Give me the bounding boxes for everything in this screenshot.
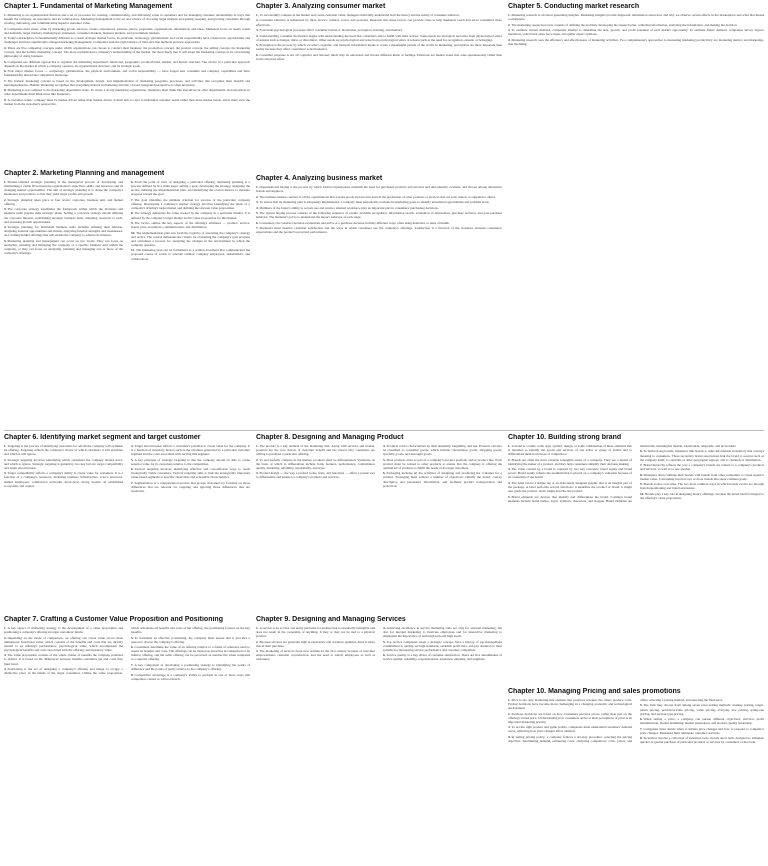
chapter-9-list xyxy=(256,626,502,663)
list-item: 9.Brands evolve over time. The two most common ways in which brands evolve are through brand repositioning and brand extensions. xyxy=(640,482,764,491)
list-item: 4.Achieving excellence in service marketing calls not only for external marketing, but also for internal marketing to motivate employees and for interactive marketing to emphasize the importance of both high tech and high touch. xyxy=(383,626,502,639)
chapter-4-title: Chapter 4. Analyzing business market xyxy=(256,175,383,182)
list-item: 3.Four main psychological processes affect consumer behavior: motivation, perception, learning, and memory. xyxy=(256,28,403,33)
list-item: 7.Marketers must monitor customer satisfaction and the ways in which customers use the company's offerings. Satisfaction is a function of the closeness between consumers' expectations and the product's perceived performance. xyxy=(256,226,502,235)
list-item: 1.A brand is a name, term, sign, symbol, design, or some combination of these elements that is intended to identify the goods and services of one seller or group of sellers and to differentiate them from those of competitors. xyxy=(508,444,632,457)
chapter-1-section xyxy=(4,3,250,168)
list-item: 2.The business market consists of all the organizations that acquire goods and services used in the production of other products or services that are sold, rented, or supplied to others. xyxy=(256,194,496,199)
chapter-9-section xyxy=(256,616,502,862)
list-item: 1.A service is an act that one entity performs for another that is essentially intangible and does not result in the ownership of anything. It may or may not be tied to a physical product. xyxy=(256,626,375,639)
list-item: 8.Marketers often combine their brands with brands from other companies to create superior market value. Cobranding involves two or more brands that share common goals. xyxy=(640,472,764,481)
list-item: 7.Segmentation is a categorization process that groups customers by focusing on those differences that are relevant for targeting and ignoring those differences that are irrelevant. xyxy=(131,480,250,494)
list-item: 7.Brand hierarchy reflects the way a company's brands are related to a company's products and services, as well as to one another. xyxy=(640,463,764,472)
list-item: 4.Products can be characterized by their durability, tangibility, and use. Products can also be classified as consumer goods, which include convenience goods, shopping goods, specialty goods, and unsought goods. xyxy=(383,444,502,457)
list-item: 6.Four major market forces — technology, globalization, the physical environment, and social responsibility — have forged new consumer and company capabilities and have fundamentally altered the competitive landscape. xyxy=(4,69,250,78)
chapter-4-list xyxy=(256,185,502,234)
chapter-7-title: Chapter 7. Crafting a Customer Value Proposition and Positioning xyxy=(4,616,223,623)
list-item: 7.The holistic marketing concept is based on the development, design, and implementation of marketing programs, processes, and activities that recognize their breadth and interdependencies. Holistic marketing recognizes that everything matters in marketing and that a broad, integrated perspective is often necessary. xyxy=(4,78,250,87)
chapter-6-section xyxy=(4,434,250,614)
list-item: 3.To ensure that its marketing plan is adequately implemented, a company must periodically evaluate its marketing goals to identify unrealized opportunities and problem areas. xyxy=(256,200,490,205)
list-item: 3.Target compatibility reflects a company's ability to create value for customers. It is a function of a company's resources, including business infrastructure, scarce resources, skilled employees, collaborator networks, know-how, strong brands, an established ecosystem, and capital. xyxy=(4,471,123,488)
list-item: 4.The label can be a simple tag or an elaborately designed graphic that is an integral part of the package. A label performs several functions: it identifies the product or brand, it might also grade the product, and it might describe the product. xyxy=(508,480,632,494)
list-item: 4.There are five competing concepts under which organizations can choose to conduct their business: the production concept, the product concept, the selling concept, the marketing concept, and the holistic marketing concept. The more sophisticated a company's understanding of the market, the more likely that it will adopt the marketing concept as its overarching philosophy of doing business. xyxy=(4,45,250,59)
list-item: 4.Members of the buyer's ability to recruit, use and retain a talented workforce play an important part in consumers' purchasing decisions. xyxy=(256,205,439,210)
chapter-6-title: Chapter 6. Identifying market segment and target customer xyxy=(4,434,201,441)
chapter-10-pricing-title: Chapter 10. Managing Pricing and sales promotions xyxy=(508,688,681,695)
chapter-3-section xyxy=(256,3,502,173)
list-item: 3.The value created by a brand is captured by two key concepts: brand equity and brand power. Brand equity reflects the premium that is placed on a company's valuation because of its ownership of the brand. xyxy=(508,467,632,480)
list-item: 7.Companies must decide when to initiate price changes and how to respond to competitor price changes. Marketers must anticipate customer reactions. xyxy=(640,726,764,735)
chapter-5-section xyxy=(508,3,764,425)
list-item: 1.Price is the only marketing-mix element that produces revenue; the others produce costs. Pricing decisions have become more challenging in a changing economic and technological environment. xyxy=(508,698,632,711)
chapter-1-list xyxy=(4,13,250,106)
list-item: 5.Companies use different approaches to organize the marketing department: functional, geographic, product/brand, market, and matrix structure. The choice of a particular approach depends on the market in which a company operates, its organizational structure, and its strategic goals. xyxy=(4,59,250,68)
list-item: 7.The goal identifies the ultimate criterion for success of the particular company offering. Developing a company's market strategy involves identifying the plans of a company's offering's target market and defining the relevant value proposition. xyxy=(131,197,250,210)
list-item: 3.To set the right product and game profits, companies must understand customers' demand curve, reflecting how price changes affect demand. xyxy=(508,725,632,734)
list-item: 1.To successfully compete in the market and create customer value, managers must fully understand both the theory and the reality of consumer behavior. xyxy=(256,13,460,17)
list-item: 2.Brands are often the most valuable intangible assets of a company. They are a means of identifying the maker of a product, and they help consumers simplify their decision making. xyxy=(508,457,632,466)
list-item: 2.Purchase decisions are based on how consumers perceive prices, rather than just on the offering's stated price. Understanding how consumers arrive at their perceptions of price is an important marketing priority. xyxy=(508,711,632,724)
chapter-1-title: Chapter 1. Fundamental of Marketing Management xyxy=(4,3,173,10)
list-item: 5.The firm may choose from among seven price-setting methods: markup pricing, target-return pricing, perceived-value pricing, value pricing, everyday low pricing, going-rate pricing, and auction-type pricing. xyxy=(640,703,764,716)
chapter-8-section xyxy=(256,434,502,614)
list-item: 7.A key component of developing a positioning strategy is identifying the points of difference and the points of parity relative to the company's offering. xyxy=(131,662,250,672)
list-item: 1.The product is a key element of the marketing mix. Along with services and brands, products are the core drivers of customer benefit and the reason why consumers are willing to purchase a particular offering. xyxy=(256,444,375,457)
section-divider xyxy=(4,430,764,431)
list-item: 5.Marketing planning and management can occur on two levels. They can focus on analyzing, planning and managing the company or a specific business unit within the company, or they can focus on analyzing, planning and managing one or more of the company's offerings. xyxy=(4,238,123,256)
chapter-10-brand-section xyxy=(508,434,764,686)
chapter-7-section xyxy=(4,616,250,862)
chapter-4-section xyxy=(256,175,502,425)
list-item: 1.Organizational buying is the process by which formal organizations establish the need for purchased products and services and then identify, evaluate, and choose among alternative brands and suppliers. xyxy=(256,185,502,194)
list-item: 6.Service quality is a key driver of customer satisfaction. There are five determinants of service quality: reliability, responsiveness, assurance, empathy, and tangibles. xyxy=(383,653,502,662)
list-item: 6.To build strong brands, marketers link brands to other information in memory that conveys meaning to consumers. These secondary brand associations link the brand to sources such as the company itself, to countries or other geographic regions, and to channels of distribution. xyxy=(640,449,764,462)
list-item: 3.The corporate strategy establishes the framework within which the divisions and business units prepare their strategic plans. Setting a corporate strategy entails defining the corporate mission, establishing strategic business units, assigning resources to each, and assessing growth opportunities. xyxy=(4,207,123,224)
chapter-2-list xyxy=(4,180,250,261)
list-item: 1.Market-oriented strategic planning is the managerial process of developing and maintaining a viable fit between the organization's objectives, skills, and resources and its changing market opportunities. The aim of strategic planning is to shape the company's businesses and products so that they yield target profits and growth. xyxy=(4,180,123,197)
list-item: 9.A customer-centric company must be market driven rather than market driven. It must aim to cater to individual customer needs rather than mass market needs, and it must view the market from the customer's perspective. xyxy=(4,97,250,106)
list-item: 5.Perception is the process by which we select, organize, and interpret information inputs to create a meaningful picture of the world. In marketing, perceptions are more important than reality because they affect consumers' actual behavior. xyxy=(256,43,502,52)
list-item: 5.To formulate an effective positioning, the company must ensure that it provides a reason to choose the company's offering. xyxy=(131,635,250,644)
list-item: 5.Top service companies adopt a strategic concept, have a history of top-management commitment to quality, set high standards, establish profit tiers, and pay attention to their systems for monitoring service performance and customer complaints. xyxy=(383,639,502,652)
list-item: 2.Companies must create value by marketing goods, services, events, experiences, persons, places, properties, organizations, information, and ideas. Marketers focus on needs, wants and demands, target markets, marketplaces, marketers, consumer markets, business markets, and government markets. xyxy=(4,26,250,35)
chapter-6-list xyxy=(4,444,250,493)
list-item: 4.In setting pricing policy, a company follows a six-step procedure: selecting the pricing objective, determining demand, estimating costs, analyzing competitors' costs, prices, and offers, selecting a pricing method, and selecting the final price. xyxy=(508,698,724,744)
chapter-3-title: Chapter 3. Analyzing consumer market xyxy=(256,3,386,10)
list-item: 8.The strategy delineates the value created by the company in a particular market. It is defined by the company's target market and its value proposition for this market. xyxy=(131,211,250,220)
list-item: 8.Marketing is not confined to the marketing department alone. To create a strong marketing organization, marketers must think like executives in other departments, and executives in other departments must think more like marketers. xyxy=(4,88,250,97)
list-item: 1.Marketing research is all about generating insights. Marketing insights provide diagnostic information about how and why we observe certain effects in the marketplace and what that means to marketers. xyxy=(508,13,764,22)
list-item: 8.Incentives involve a collection of incentive tools, mostly short term, designed to stimulate quicker or greater purchase of particular products or services by consumers or the trade. xyxy=(640,736,764,745)
chapter-10-pricing-list xyxy=(508,698,764,745)
list-item: 1.Targeting is the process of identifying customers for whom the company will optimize its offering. Targeting reflects the company's choice of which customers it will prioritize and which it will ignore. xyxy=(4,444,123,457)
list-item: 2.Consumer behavior is influenced by three factors: cultural, social, and personal. Research into these factors can provide clues to help marketers reach and serve consumers more effectively. xyxy=(256,18,502,27)
list-item: 10.Brands play a key role in designing luxury offerings, because the brand itself is integral to the offering's value proposition. xyxy=(640,491,764,500)
chapter-2-title: Chapter 2. Marketing Planning and management xyxy=(4,170,165,177)
list-item: 1.A key aspect of marketing strategy is the development of a value proposition and positioning a company's offering in target customers' minds. xyxy=(4,626,123,635)
list-item: 5.Brand elements are devices that identify and differentiate the brand. Common brand elements include brand names, logos, symbols, characters, and slogans. Brand elements are memorable, meaningful, likable, transferable, adaptable, and protectable. xyxy=(508,444,737,503)
list-item: 2.The marketing research process consists of defining the problem, developing the research plan, collecting information, analyzing the information, and making the decision. xyxy=(508,22,738,27)
chapter-5-list xyxy=(508,13,764,46)
list-item: 2.Because services are generally high in experience and credence qualities, there is more risk in their purchase. xyxy=(256,639,375,648)
list-item: 10.The implementation plan sets forth the logistics of executing the company's strategy and tactics. The control delineates the criteria for evaluating the company's goal progress and articulates a process for analyzing the changes in the environment in which the company operates. xyxy=(131,230,250,247)
list-item: 3.The marketing of services faces new realities in the 21st century because of customer empowerment, customer coproduction, and the need to satisfy employees as well as customers. xyxy=(256,649,375,662)
list-item: 3.The value proposition consists of the whole cluster of benefits the company promises to deliver. It is based on the differences between benefits customers get and costs they must incur. xyxy=(4,653,123,666)
list-item: 4.Marketing research uses the efficiency and effectiveness of marketing activities. Two complementary approaches to measuring marketing productivity are marketing metrics and marketing-mix modeling. xyxy=(508,37,764,46)
list-item: 3.To estimate current demand, companies attempt to determine the size, growth, and profit potential of each market opportunity. To estimate future demand, companies survey buyers' intentions, solicit their sales force input, and gather expert opinions. xyxy=(508,28,764,37)
list-item: 9.The tactics outline the key aspects of the offering's attributes — product, service, brand, price, incentives, communication, and distribution. xyxy=(131,221,250,230)
chapter-10-brand-list xyxy=(508,444,764,503)
list-item: 1.Marketing is an organizational function and a set of processes for creating, communicating, and delivering value to customers and for managing customer relationships in ways that benefit the company, its customers, and its collaborators. Marketing management is the art and science of choosing target markets and getting, keeping, and growing customers through creating, delivering, and communicating superior customer value. xyxy=(4,13,250,26)
chapter-2-section xyxy=(4,170,250,425)
list-item: 2.Strategic targeting involves identifying which customers the company should serve, and which to ignore. Strategic targeting is guided by two key factors: target compatibility and target attractiveness. xyxy=(4,457,123,470)
list-item: 6.Consumers determine the value of an offering relative to a frame of reference used to assess its benefits and costs. The offerings can be viewed as attractive in comparison to an inferior offering, and the same offering can be perceived as unattractive when compared to a superior offering. xyxy=(131,645,250,662)
list-item: 4.Understanding consumer motivation begins with understanding the need that consumers aim to fulfill with their actions. Some needs are biological and arise from physiological states of tension such as hunger, thirst, or discomfort. Other needs are psychological and arise from psychological states of tension such as the need for recognition, esteem, or belonging. xyxy=(256,33,502,42)
list-item: 5.Most products exist as part of a company's product portfolio and/or product line. Each product must be related to other products to ensure that the company is offering the optimal set of products to fulfill the needs of its target customers. xyxy=(383,457,502,470)
list-item: 2.To successfully compete in the market, products must be differentiated. Variations on the basis of which to differentiate include form, features, performance, conformance quality, durability, reliability, repairability, and style. xyxy=(256,457,375,470)
chapter-8-title: Chapter 8. Designing and Managing Product xyxy=(256,434,404,441)
list-item: 6.Tactical targeting involves identifying effective and cost-efficient ways to reach strategically viable customers. Tactical targeting aims to link the strategically important value-based segments to specific observable and actionable characteristics. xyxy=(131,467,250,480)
list-item: 2.Depending on the mode of comparison, an offering can create value across three dimensions: functional value, which consists of the benefits and costs that are directly related to an offering's performance; psychological value, which encompasses the psychological benefits and costs associated with the offering; and monetary value. xyxy=(4,635,123,652)
chapter-8-list xyxy=(256,444,502,488)
list-item: 11.The marketing plan can be formalized as a written document that communicates the proposed course of action to relevant entities: company employees, stakeholders, and collaborators. xyxy=(131,248,250,261)
list-item: 3.Today's marketplace is fundamentally different as a result of major market forces. In particular, technology, globalization, and social responsibility have created new opportunities and challenges and have significantly changed marketing management. Companies seek the right balance of tried-and-true methods and new approaches. xyxy=(4,36,250,45)
chapter-3-list xyxy=(256,13,502,61)
chapter-7-list xyxy=(4,626,250,681)
list-item: 6.Consumers can construct decision evaluations and arrive at a purchase decision in many different ways, often using heuristics or rules of thumb. xyxy=(256,220,450,225)
chapter-9-title: Chapter 9. Designing and Managing Services xyxy=(256,616,406,623)
list-item: 5.A key principle of strategic targeting is that the company should be able to create superior value for its customers relative to the competition. xyxy=(131,457,250,466)
list-item: 6.From the point of view of designing a particular offering, marketing planning is a process defined by five main steps: setting a goal, developing the strategy, designing the tactics, defining the implementation plan, and identifying the control metrics to measure progress toward the goal. xyxy=(131,180,250,197)
chapter-10-pricing-section xyxy=(508,688,764,862)
list-item: 3.Product design — the way a product looks, feels, and functions — offers a potent way to differentiate and position a company's products and services. xyxy=(256,471,375,480)
chapter-10-brand-title: Chapter 10. Building strong brand xyxy=(508,434,622,441)
list-item: 6.Packaging includes all the activities of designing and producing the container for a product. Packaging must achieve a number of objectives: identify the brand, convey descriptive and persuasive information, and facilitate product transportation and protection. xyxy=(383,471,502,488)
list-item: 8.Competitive advantage is a company's ability to perform in one or more ways that competitors cannot or will not match. xyxy=(131,672,250,681)
chapter-5-title: Chapter 5. Conducting market research xyxy=(508,3,640,10)
list-item: 5.The typical buying process consists of the following sequence of events: problem recognition, information search, evaluation of alternatives, purchase decision, and post-purchase behavior. The marketer's job is to understand the buyer's behavior at each stage. xyxy=(256,211,502,220)
list-item: 4.Strategic planning for individual business units includes defining their mission, analyzing external opportunities and threats, analyzing internal strengths and weaknesses, and crafting market offerings that will enable the company to achieve its mission. xyxy=(4,225,123,238)
list-item: 6.When setting a price, a company can pursue different objectives: survival, profit maximization, market-skimming, market penetration, and product-quality leadership. xyxy=(640,717,764,726)
list-item: 4.Positioning is the act of designing a company's offering and image to occupy a distinctive place in the minds of the target consumers. Unlike the value proposition, which articulates all benefits and costs of the offering, the positioning focuses on the key benefits. xyxy=(4,626,250,676)
list-item: 6.Consumer response is not all cognitive and rational; much may be emotional and invoke different kinds of feelings. Emotions are mental states that arise spontaneously rather than from conscious effort. xyxy=(256,52,502,61)
list-item: 4.Target attractiveness reflects a customer's potential to create value for the company. It is a function of monetary factors such as the revenues generated by a particular customer segment and the costs associated with serving this segment. xyxy=(131,444,250,457)
list-item: 2.Strategic planning takes place at four levels: corporate, business unit, and market offering. xyxy=(4,197,123,206)
